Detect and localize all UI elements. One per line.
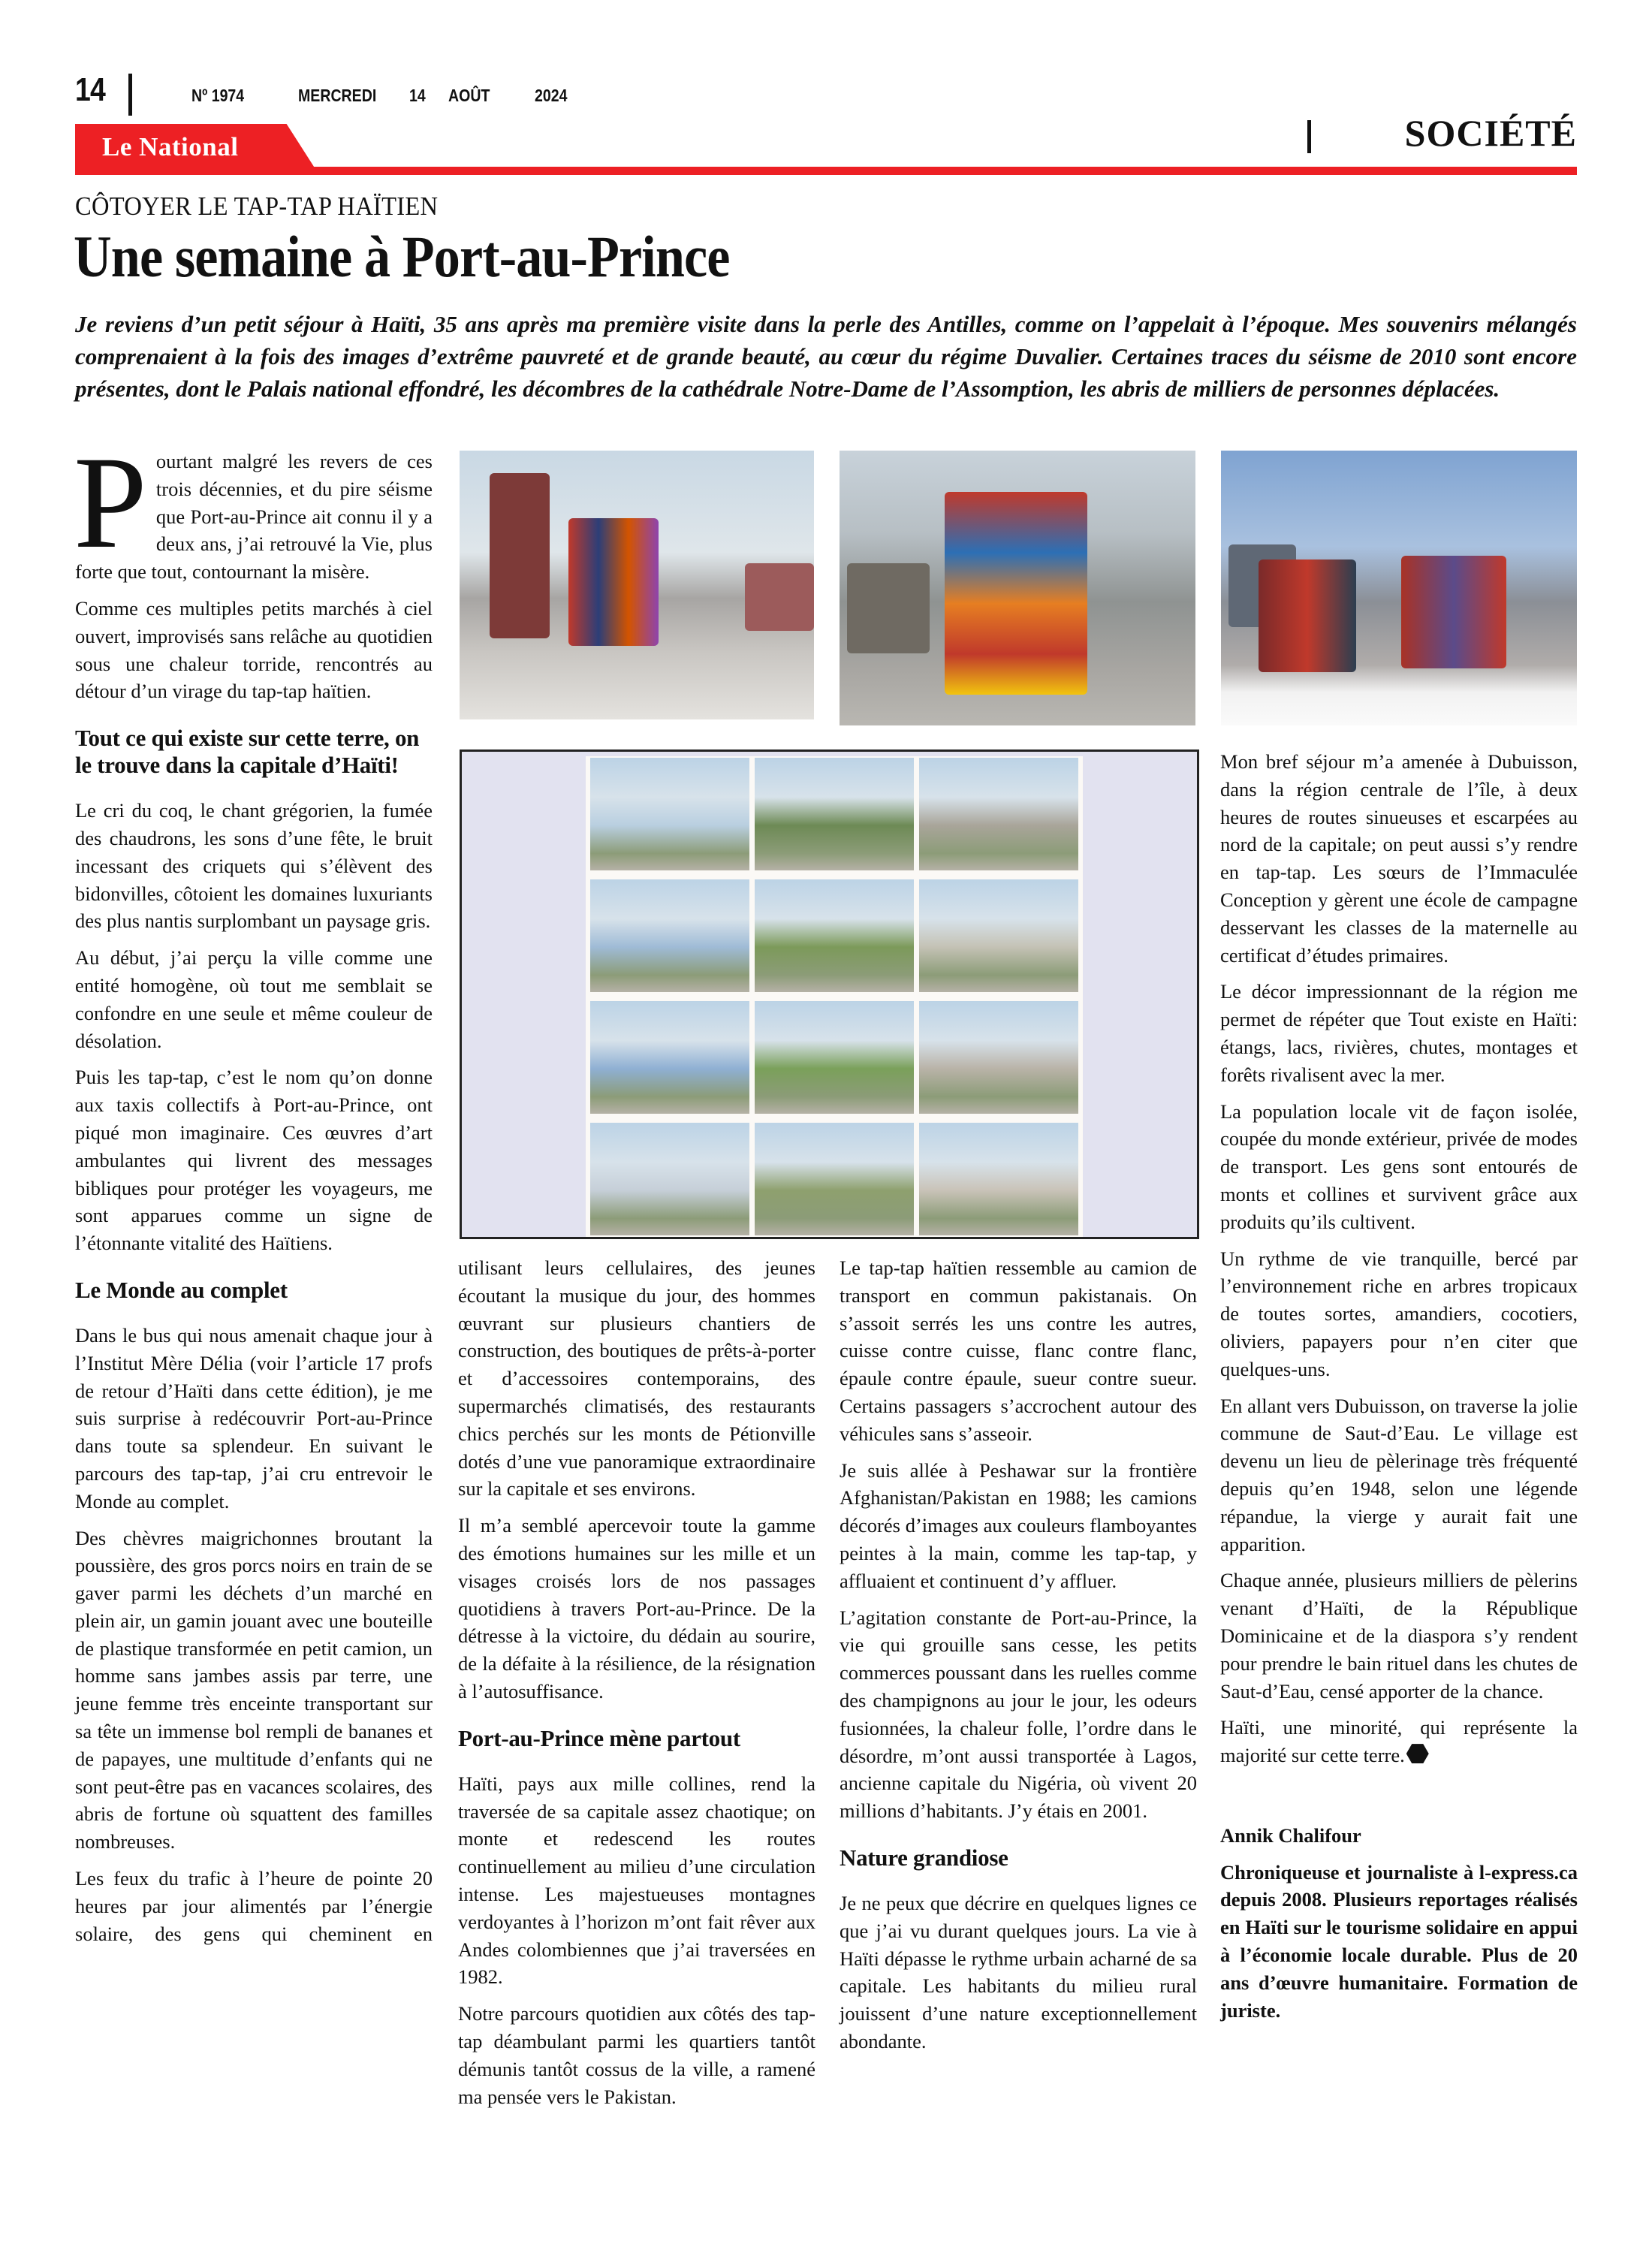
collage-photo xyxy=(755,879,914,992)
paragraph: Je suis allée à Peshawar sur la frontière Afghanistan/Pakistan en 1988; les camions décorés d’images aux couleurs flamboyantes peintes à la main, comme les tap-tap, y affluaient et continuent d’y affluer. xyxy=(840,1458,1197,1592)
paragraph: Puis les tap-tap, c’est le nom qu’on donne aux taxis collectifs à Port-au-Prince, ont piqué mon imaginaire. Ces œuvres d’art ambulantes qui livrent des messages bibliques pour protéger les voyageurs, me sont apparues comme un signe de l’étonnante vitalité des Haïtiens. xyxy=(75,1066,433,1255)
paragraph: Un rythme de vie tranquille, bercé par l’environnement riche en arbres tropicaux de toutes sortes, amandiers, cocotiers, oliviers, papayers pour n’en citer que quelques-uns. xyxy=(1220,1247,1578,1380)
collage-photo xyxy=(919,879,1078,992)
collage-photo xyxy=(590,758,749,870)
subheading: Port-au-Prince mène partout xyxy=(458,1724,740,1751)
collage-photo xyxy=(919,758,1078,870)
photo-decorated-tap-tap xyxy=(840,451,1195,725)
paragraph: En allant vers Dubuisson, on traverse la jolie commune de Saut-d’Eau. Le village est devenu un lieu de pèlerinage très fréquenté depuis qu’en 1948, selon une légende répandue, la vierge y aurait fait une apparition. xyxy=(1220,1394,1578,1555)
publication-name: Le National xyxy=(102,132,239,161)
photo-tap-tap-street xyxy=(460,451,814,719)
section-title: SOCIÉTÉ xyxy=(1404,112,1577,154)
paragraph: utilisant leurs cellulaires, des jeunes écoutant la musique du jour, des hommes œuvrant sur plusieurs chantiers de construction, des boutiques de prêts-à-porter et d’accessoires contemporains, des supermarchés climatisés, des restaurants chics perchés sur les monts de Pétionville dotés d’une vue panoramique extraordinaire sur la capitale et ses environs. xyxy=(458,1256,815,1500)
paragraph: Des chèvres maigrichonnes broutant la poussière, des gros porcs noirs en train de se gaver parmi les déchets d’un marché en plein air, un gamin jouant avec une bouteille de plastique transformée en petit camion, un homme sans jambes assis par terre, une jeune femme très enceinte transportant sur sa tête un immense bol rempli de bananes et de papayes, une multitude d’enfants qui ne sont peut-être pas en vacances scolaires, des abris de fortune où squattent des familles nombreuses. xyxy=(75,1526,433,1853)
article-kicker: CÔTOYER LE TAP-TAP HAÏTIEN xyxy=(75,192,439,221)
collage-photo xyxy=(919,1123,1078,1235)
page-number-divider xyxy=(128,74,132,116)
date-weekday: MERCREDI xyxy=(298,86,377,105)
page-number: 14 xyxy=(75,71,105,108)
header-rule xyxy=(75,167,1577,175)
paragraph: Haïti, une minorité, qui représente la majorité sur cette terre. xyxy=(1220,1716,1578,1767)
article-column-1 xyxy=(74,430,433,1956)
collage-grid xyxy=(586,756,1083,1237)
paragraph: Les feux du trafic à l’heure de pointe 20 heures par jour alimentés par l’énergie solaire, des gens qui cheminent en xyxy=(75,1867,433,1945)
date-day: 14 xyxy=(409,86,426,105)
photo-collage xyxy=(460,749,1199,1239)
section-divider xyxy=(1307,120,1311,153)
subheading: Nature grandiose xyxy=(840,1844,1008,1871)
photo-tap-taps-passengers xyxy=(1221,451,1577,725)
paragraph: Mon bref séjour m’a amenée à Dubuisson, dans la région centrale de l’île, à deux heures de routes sinueuses et escarpées au nord de la capitale; on peut aussi s’y rendre en tap-tap. Les sœurs de l’Immaculée Conception y gèrent une école de campagne desservant les classes de la maternelle au certificat d’études primaires. xyxy=(1220,750,1578,967)
end-of-article-hexagon-icon xyxy=(1406,1744,1429,1763)
author-name: Annik Chalifour xyxy=(1220,1823,1361,1847)
subheading: Le Monde au complet xyxy=(75,1276,288,1303)
author-bio: Chroniqueuse et journaliste à l-express.ca depuis 2008. Plusieurs reportages réalisés en Haïti sur le tourisme solidaire en appui à l’économie locale durable. Plus de 20 ans d’œuvre humanitaire. Formation de juriste. xyxy=(1220,1860,1578,2022)
collage-photo xyxy=(755,1001,914,1114)
subheading: Tout ce qui existe sur cette terre, on le trouve dans la capitale d’Haïti! xyxy=(75,725,420,779)
article-column-2 xyxy=(458,1254,815,2119)
date-year: 2024 xyxy=(535,86,568,105)
collage-photo xyxy=(590,1123,749,1235)
paragraph: Le tap-tap haïtien ressemble au camion de transport en commun pakistanais. On s’assoit serrés les uns contre les autres, cuisse contre cuisse, flanc contre flanc, épaule contre épaule, sueur contre sueur. Certains passagers s’accrochent autour des véhicules sans s’asseoir. xyxy=(840,1256,1197,1445)
paragraph: Dans le bus qui nous amenait chaque jour à l’Institut Mère Délia (voir l’article 17 profs de retour d’Haïti dans cette édition), je me suis surprise à redécouvrir Port-au-Prince dans toute sa splendeur. En suivant le parcours des tap-tap, j’ai cru entrevoir le Monde au complet. xyxy=(75,1323,433,1513)
collage-photo xyxy=(590,1001,749,1114)
paragraph: Au début, j’ai perçu la ville comme une entité homogène, où tout me semblait se confondre en une seule et même couleur de désolation. xyxy=(75,946,433,1052)
article-column-3 xyxy=(840,1254,1197,2064)
collage-photo xyxy=(755,1123,914,1235)
paragraph: Haïti, pays aux mille collines, rend la traversée de sa capitale assez chaotique; on monte et redescend les routes continuellement au milieu d’une circulation intense. Les majestueuses montagnes verdoyantes à l’horizon m’ont fait rêver aux Andes colombiennes que j’ai traversées en 1982. xyxy=(458,1772,815,1989)
paragraph: Chaque année, plusieurs milliers de pèlerins venant d’Haïti, de la République Dominicaine et de la diaspora s’y rendent pour prendre le bain rituel dans les chutes de Saut-d’Eau, censé apporter de la chance. xyxy=(1220,1569,1578,1703)
date-month: AOÛT xyxy=(448,86,490,105)
paragraph: Le cri du coq, le chant grégorien, la fumée des chaudrons, les sons d’une fête, le bruit incessant des criquets qui s’élèvent des bidonvilles, côtoient les domaines luxuriants des plus nantis surplombant un paysage gris. xyxy=(75,799,433,933)
article-column-4 xyxy=(1220,748,1578,2033)
paragraph: Je ne peux que décrire en quelques lignes ce que j’ai vu durant quelques jours. La vie à Haïti dépasse le rythme urbain acharné de sa capitale. Les habitants du milieu rural jouissent d’une nature exceptionnellement abondante. xyxy=(840,1891,1197,2052)
paragraph: La population locale vit de façon isolée, coupée du monde extérieur, privée de modes de transport. Les gens sont entourés de monts et collines et survivent grâce aux produits qu’ils cultivent. xyxy=(1220,1099,1578,1233)
collage-photo xyxy=(919,1001,1078,1114)
drop-cap: P xyxy=(74,430,147,576)
paragraph: Notre parcours quotidien aux côtés des tap-tap déambulant parmi les quartiers tantôt démunis tantôt cossus de la ville, a ramené ma pensée vers le Pakistan. xyxy=(458,2002,815,2108)
article-title: Une semaine à Port-au-Prince xyxy=(74,224,730,289)
paragraph: Il m’a semblé apercevoir toute la gamme des émotions humaines sur les mille et un visages croisés lors de nos passages quotidiens à travers Port-au-Prince. De la détresse à la victoire, du dédain au sourire, de la défaite à la résilience, de la résignation à l’autosuffisance. xyxy=(458,1514,815,1703)
collage-photo xyxy=(590,879,749,992)
paragraph: Pourtant malgré les revers de ces trois décennies, et du pire séisme que Port-au-Prince ait connu il y a deux ans, j’ai retrouvé la Vie, plus forte que tout, contournant la misère. xyxy=(74,430,433,584)
collage-photo xyxy=(755,758,914,870)
issue-number: Nº 1974 xyxy=(191,86,245,105)
paragraph: Comme ces multiples petits marchés à ciel ouvert, improvisés sans relâche au quotidien sous une chaleur torride, rencontrés au détour d’un virage du tap-tap haïtien. xyxy=(75,596,433,703)
paragraph: L’agitation constante de Port-au-Prince, la vie qui grouille sans cesse, les petits commerces poussant dans les ruelles comme des champignons au jour le jour, les odeurs fusionnées, la chaleur folle, l’ordre dans le désordre, m’ont aussi transportée à Lagos, ancienne capitale du Nigéria, où vivent 20 millions d’habitants. J’y étais en 2001. xyxy=(840,1606,1197,1823)
paragraph: Le décor impressionnant de la région me permet de répéter que Tout existe en Haïti: étangs, lacs, rivières, chutes, montages et forêts rivalisent avec la mer. xyxy=(1220,980,1578,1086)
article-lead: Je reviens d’un petit séjour à Haïti, 35 ans après ma première visite dans la perle des Antilles, comme on l’appelait à l’époque. Mes souvenirs mélangés comprenaient à la fois des images d’extrême pauvreté et de grande beauté, au cœur du régime Duvalier. Certaines traces du séisme de 2010 sont encore présentes, dont le Palais national effondré, les décombres de la cathédrale Notre-Dame de l’Assomption, les abris de milliers de personnes déplacées. xyxy=(75,311,1577,402)
